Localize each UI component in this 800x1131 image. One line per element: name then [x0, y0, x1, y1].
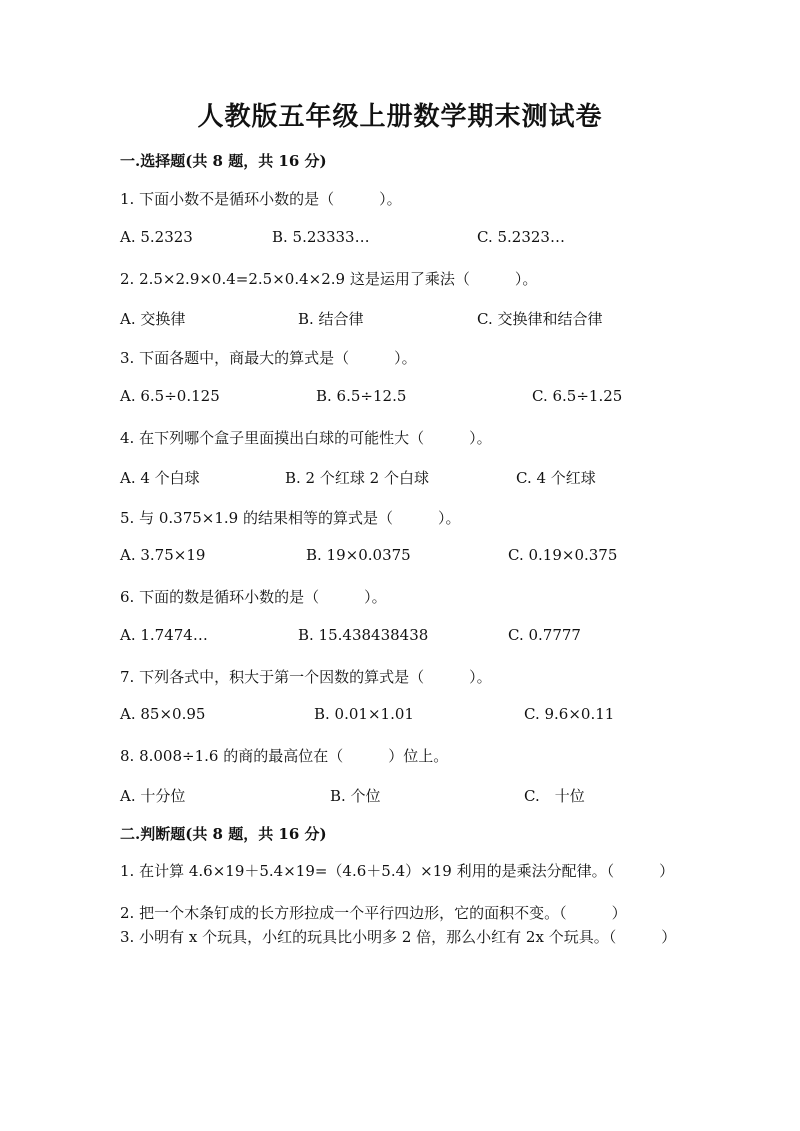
- question-text: 5. 与 0.375×1.9 的结果相等的算式是（ ）。: [120, 509, 461, 527]
- section-heading-choice: 一.选择题(共 8 题，共 16 分): [120, 152, 327, 170]
- question-text: 8. 8.008÷1.6 的商的最高位在（ ）位上。: [120, 747, 449, 765]
- option-a: A. 1.7474…: [120, 626, 208, 644]
- option-c: C. 0.7777: [508, 626, 581, 644]
- option-a: A. 4 个白球: [120, 469, 200, 487]
- option-b: B. 6.5÷12.5: [316, 387, 407, 405]
- section-heading-judge: 二.判断题(共 8 题，共 16 分): [120, 825, 327, 843]
- judge-item: 1. 在计算 4.6×19＋5.4×19=（4.6＋5.4）×19 利用的是乘法分配律。（ ）: [120, 862, 675, 880]
- option-c: C. 6.5÷1.25: [532, 387, 623, 405]
- judge-item: 2. 把一个木条钉成的长方形拉成一个平行四边形，它的面积不变。（ ）: [120, 904, 627, 922]
- option-b: B. 19×0.0375: [306, 546, 411, 564]
- option-b: B. 结合律: [298, 310, 364, 328]
- option-c: C. 交换律和结合律: [477, 310, 603, 328]
- option-b: B. 个位: [330, 787, 381, 805]
- option-a: A. 6.5÷0.125: [120, 387, 220, 405]
- option-a: A. 十分位: [120, 787, 186, 805]
- option-a: A. 3.75×19: [120, 546, 206, 564]
- option-a: A. 85×0.95: [120, 705, 206, 723]
- option-c: C. 9.6×0.11: [524, 705, 615, 723]
- judge-item: 3. 小明有 x 个玩具，小红的玩具比小明多 2 倍，那么小红有 2x 个玩具。（ ）: [120, 928, 677, 946]
- option-c: C. 4 个红球: [516, 469, 596, 487]
- page-title: 人教版五年级上册数学期末测试卷: [197, 102, 603, 132]
- question-text: 3. 下面各题中，商最大的算式是（ ）。: [120, 349, 417, 367]
- option-b: B. 5.23333…: [272, 228, 370, 246]
- option-a: A. 5.2323: [120, 228, 193, 246]
- option-c: C. 0.19×0.375: [508, 546, 618, 564]
- question-text: 1. 下面小数不是循环小数的是（ ）。: [120, 190, 402, 208]
- option-c: C. 5.2323…: [477, 228, 565, 246]
- question-text: 7. 下列各式中，积大于第一个因数的算式是（ ）。: [120, 668, 492, 686]
- option-b: B. 0.01×1.01: [314, 705, 414, 723]
- option-c: C. 十位: [524, 787, 585, 805]
- option-a: A. 交换律: [120, 310, 186, 328]
- question-text: 6. 下面的数是循环小数的是（ ）。: [120, 588, 387, 606]
- question-text: 2. 2.5×2.9×0.4=2.5×0.4×2.9 这是运用了乘法（ ）。: [120, 270, 538, 288]
- option-b: B. 2 个红球 2 个白球: [285, 469, 429, 487]
- option-b: B. 15.438438438: [298, 626, 429, 644]
- question-text: 4. 在下列哪个盒子里面摸出白球的可能性大（ ）。: [120, 429, 492, 447]
